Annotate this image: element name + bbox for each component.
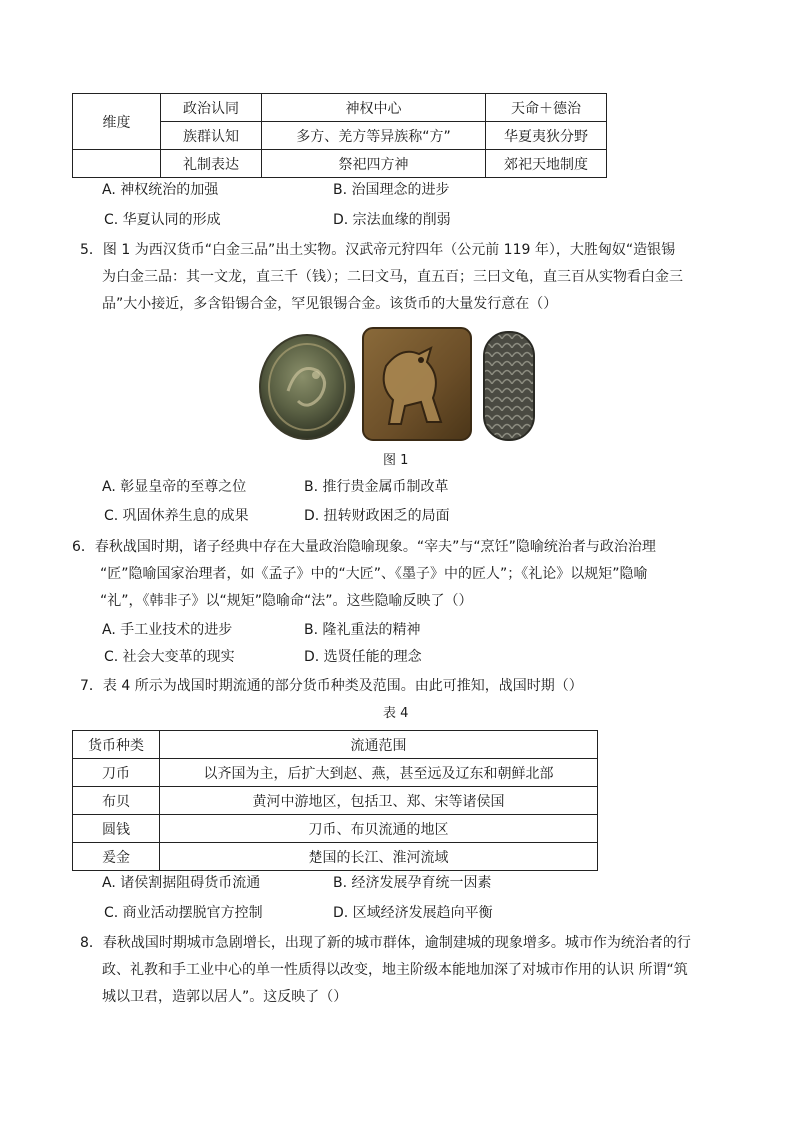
table-cell: 圆钱	[73, 815, 160, 843]
q6-option-d: D. 选贤任能的理念	[304, 649, 422, 665]
table-row	[73, 150, 607, 178]
q6-option-c: C. 社会大变革的现实	[104, 649, 235, 665]
table-row	[73, 94, 607, 122]
q5-option-d: D. 扭转财政困乏的局面	[304, 508, 450, 524]
table-row	[73, 787, 598, 815]
horse-coin-image	[361, 326, 473, 442]
turtle-coin-image	[482, 330, 536, 442]
table-cell: 布贝	[73, 787, 160, 815]
table-row	[73, 759, 598, 787]
table-header-row	[73, 731, 598, 759]
table-row	[73, 815, 598, 843]
q7-option-a: A. 诸侯割据阻碍货币流通	[102, 875, 261, 891]
currency-table	[72, 730, 598, 871]
table-cell: 楚国的长江、淮河流域	[160, 843, 598, 871]
q7-stem-line-1: 7．表 4 所示为战国时期流通的部分货币种类及范围。由此可推知，战国时期（）	[80, 678, 583, 694]
table-cell: 天命＋德治	[486, 94, 607, 122]
q5-stem-line-3: 品”大小接近，多含铅锡合金，罕见银锡合金。该货币的大量发行意在（）	[102, 296, 558, 312]
table-row	[73, 843, 598, 871]
q6-stem-line-3: “礼”，《韩非子》以“规矩”隐喻命“法”。这些隐喻反映了（）	[100, 593, 473, 609]
table-cell	[73, 150, 161, 178]
q5-stem-line-1: 5．图 1 为西汉货币“白金三品”出土实物。汉武帝元狩四年（公元前 119 年），大胜匈奴“造银锡	[80, 242, 676, 258]
q5-option-a: A. 彰显皇帝的至尊之位	[102, 479, 247, 495]
table-cell: 华夏夷狄分野	[486, 122, 607, 150]
q6-option-a: A. 手工业技术的进步	[102, 622, 233, 638]
q8-stem-line-2: 政、礼教和手工业中心的单一性质得以改变，地主阶级本能地加深了对城市作用的认识 所谓“筑	[102, 962, 688, 978]
table-cell: 维度	[73, 94, 161, 150]
table-cell: 多方、羌方等异族称“方”	[262, 122, 486, 150]
table-cell: 礼制表达	[161, 150, 262, 178]
q5-option-b: B. 推行贵金属币制改革	[304, 479, 449, 495]
q4-option-a: A. 神权统治的加强	[102, 182, 219, 198]
table-header-cell: 货币种类	[73, 731, 160, 759]
q6-option-b: B. 隆礼重法的精神	[304, 622, 421, 638]
table-4-caption: 表 4	[383, 706, 409, 721]
q7-option-c: C. 商业活动摆脱官方控制	[104, 905, 263, 921]
table-cell: 刀币	[73, 759, 160, 787]
q7-option-b: B. 经济发展孕育统一因素	[333, 875, 492, 891]
q5-stem-line-2: 为白金三品：其一文龙，直三千（钱）；二曰文马，直五百；三曰文龟，直三百从实物看白金三	[102, 269, 683, 285]
table-cell: 神权中心	[262, 94, 486, 122]
q8-stem-line-1: 8．春秋战国时期城市急剧增长，出现了新的城市群体，逾制建城的现象增多。城市作为统治者的行	[80, 935, 691, 951]
q7-option-d: D. 区域经济发展趋向平衡	[333, 905, 493, 921]
table-cell: 爰金	[73, 843, 160, 871]
q4-option-c: C. 华夏认同的形成	[104, 212, 221, 228]
q5-option-c: C. 巩固休养生息的成果	[104, 508, 249, 524]
dragon-coin-image	[258, 331, 356, 443]
table-cell: 郊祀天地制度	[486, 150, 607, 178]
q8-stem-line-3: 城以卫君，造郭以居人”。这反映了（）	[102, 989, 348, 1005]
table-cell: 祭祀四方神	[262, 150, 486, 178]
dimension-table	[72, 93, 607, 178]
q6-stem-line-2: “匠”隐喻国家治理者，如《孟子》中的“大匠”、《墨子》中的匠人”；《礼论》以规矩”隐喻	[100, 566, 648, 582]
table-cell: 刀币、布贝流通的地区	[160, 815, 598, 843]
figure-1-caption: 图 1	[383, 453, 409, 468]
q4-option-d: D. 宗法血缘的削弱	[333, 212, 451, 228]
q6-stem-line-1: 6．春秋战国时期，诸子经典中存在大量政治隐喻现象。“宰夫”与“烹饪”隐喻统治者与政治治理	[72, 539, 656, 555]
table-cell: 政治认同	[161, 94, 262, 122]
table-cell: 族群认知	[161, 122, 262, 150]
table-cell: 黄河中游地区，包括卫、郑、宋等诸侯国	[160, 787, 598, 815]
table-header-cell: 流通范围	[160, 731, 598, 759]
q4-option-b: B. 治国理念的进步	[333, 182, 450, 198]
table-cell: 以齐国为主，后扩大到赵、燕，甚至远及辽东和朝鲜北部	[160, 759, 598, 787]
